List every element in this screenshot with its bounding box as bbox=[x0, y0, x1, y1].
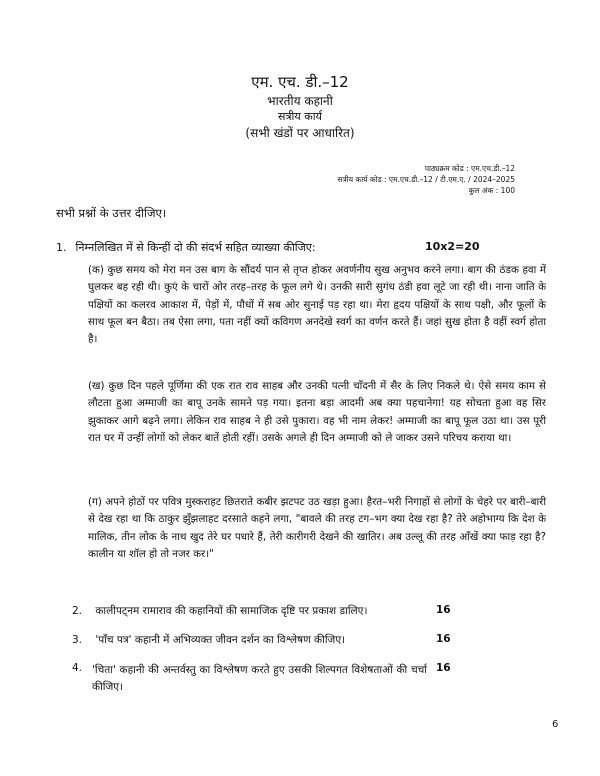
based-on-note: (सभी खंडों पर आधारित) bbox=[245, 126, 355, 140]
assignment-label: सत्रीय कार्य bbox=[278, 110, 322, 123]
question-number: 3. bbox=[72, 634, 83, 646]
question-text: 'पाँच पत्र' कहानी में अभिव्यक्त जीवन दर्शन का विश्लेषण कीजिए। bbox=[95, 634, 346, 646]
question-number: 1. bbox=[56, 241, 67, 254]
question-3-marks: 16 bbox=[436, 633, 451, 645]
course-code-line: पाठ्यक्रम कोड : एम.एच.डी.–12 bbox=[424, 164, 515, 173]
question-2 bbox=[72, 604, 367, 618]
assignment-code-line: सत्रीय कार्य कोड : एम.एच.डी.–12 / टी.एम.ए. / 2024–2025 bbox=[337, 175, 515, 184]
course-code-heading: एम. एच. डी.–12 bbox=[251, 73, 349, 91]
question-text: निम्नलिखित में से किन्हीं दो की संदर्भ सहित व्याख्या कीजिए: bbox=[75, 241, 316, 254]
question-number: 2. bbox=[72, 605, 83, 617]
question-2-marks: 16 bbox=[436, 604, 451, 616]
page-number: 6 bbox=[552, 719, 559, 730]
question-3 bbox=[72, 633, 345, 647]
course-title: भारतीय कहानी bbox=[267, 94, 333, 108]
general-instruction: सभी प्रश्नों के उत्तर दीजिए। bbox=[56, 206, 167, 220]
question-4-marks: 16 bbox=[436, 662, 451, 674]
question-4-text: 'चिता' कहानी की अन्तर्वस्तु का विश्लेषण करते हुए उसकी शिल्पगत विशेषताओं की चर्चा कीजिए। bbox=[92, 664, 427, 693]
passage-ka: (क) कुछ समय को मेरा मन उस बाग के सौंदर्य पान से तृप्त होकर अवर्णनीय सुख अनुभव करने लगा। बाग की ठंडक हवा में घुलकर बह रही थी। कुएं के चारों ओर तरह–तरह के फूल लगे थे। उनकी सारी सुगंध ठंडी हवा लूटे जा रही थी। नाना जाति के पक्षियों का कलरव आकाश में, पेड़ों में, पौधों में सब ओर सुनाई पड़ रहा था। मेरा हृदय पक्षियों के साथ पक्षी, और फूलों के साथ फूल बन बैठा। तब ऐसा लगा, पता नहीं क्यों कविगण अनदेखे स्वर्ग का वर्णन करते हैं। जहां सुख होता है वहीं स्वर्ग होता है। bbox=[88, 264, 546, 346]
question-number: 4. bbox=[72, 662, 83, 674]
question-4-number bbox=[72, 662, 92, 674]
question-1-marks: 10x2=20 bbox=[425, 240, 480, 253]
passage-kha: (ख) कुछ दिन पहले पूर्णिमा की एक रात राव साहब और उनकी पत्नी चाँदनी में सैर के लिए निकले थे। ऐसे समय काम से लौटता हुआ अम्माजी का बापू उनके सामने पड़ गया। इतना बड़ा आदमी अब क्या पहचानेगा! यह सोचता हुआ वह सिर झुकाकर आगे बढ़ने लगा। लेकिन राव साहब ने ही उसे पुकारा। वह भी नाम लेकर! अम्माजी का बापू फूल उठा था। उस पूरी रात घर में उन्हीं लोगों को लेकर बातें होती रहीं। उसके अगले ही दिन अम्माजी को ले जाकर उसने परिचय कराया था। bbox=[88, 380, 546, 444]
question-text: कालीपट्नम रामाराव की कहानियों की सामाजिक दृष्टि पर प्रकाश डालिए। bbox=[95, 605, 368, 617]
passage-ga: (ग) अपने होठों पर पवित्र मुस्कराहट छितराते कबीर झटपट उठ खड़ा हुआ। हैरत–भरी निगाहों से लोगों के चेहरे पर बारी–बारी से देख रहा था कि ठाकुर झुँझलाहट दरसाते कहने लगा, "बावले की तरह टग–भग क्या देख रहा है? तेरे अहोभाग्य कि देश के मालिक, तीन लोक के नाथ खुद तेरे घर पधारे हैं, तेरी कारीगरी देखने की खातिर। अब उल्लू की तरह आँखें क्या फाड़ रहा है? कालीन या शॉल हो तो नजर कर।" bbox=[88, 496, 546, 560]
total-marks-line: कुल अंक : 100 bbox=[468, 186, 515, 195]
question-1 bbox=[56, 240, 316, 255]
